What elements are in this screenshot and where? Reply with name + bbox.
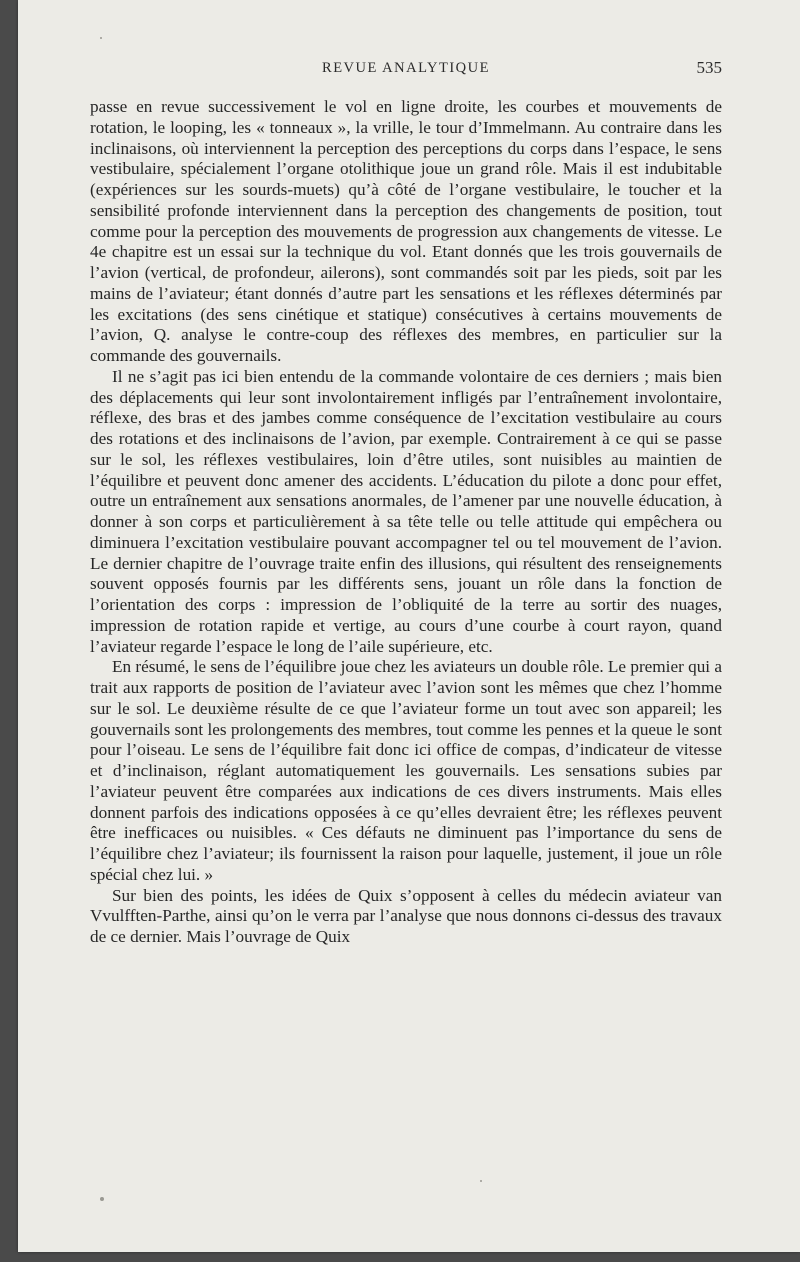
paragraph-1: passe en revue successivement le vol en ligne droite, les courbes et mouvements de rotation, le looping, les « tonneaux », la vrille, le tour d’Immelmann. Au contraire dans les inclinaisons, où interviennent la perception des perceptions du corps dans l’espace, le sens vestibulaire, spécialement l’organe otolithique joue un grand rôle. Mais il est indubitable (expériences sur les sourds-muets) qu’à côté de l’organe vestibulaire, le toucher et la sensibilité profonde interviennent dans la perception des changements de position, tout comme pour la perception des mouvements de progression aux changements de vitesse. Le 4e chapitre est un essai sur la technique du vol. Etant donnés que les trois gouvernails de l’avion (vertical, de profondeur, ailerons), sont commandés soit par les pieds, soit par les mains de l’aviateur; étant donnés d’autre part les sensations et les réflexes déterminés par les excitations (des sens cinétique et statique) consécutives à certains mouvements de l’avion, Q. analyse le contre-coup des réflexes des membres, en particulier sur la commande des gouvernails. bbox=[90, 97, 722, 365]
body-text bbox=[90, 97, 722, 948]
book-page bbox=[18, 0, 800, 1252]
paper-speck bbox=[100, 1197, 104, 1201]
paragraph-2: Il ne s’agit pas ici bien entendu de la commande volontaire de ces derniers ; mais bien des déplacements qui leur sont involontairement infligés par l’entraînement involontaire, réflexe, des bras et des jambes comme conséquence de l’excitation vestibulaire au cours des rotations et des inclinaisons de l’avion, par exemple. Contrairement à ce qui se passe sur le sol, les réflexes vestibulaires, loin d’être utiles, sont nuisibles au maintien de l’équilibre et peuvent donc amener des accidents. L’éducation du pilote a donc pour effet, outre un entraînement aux sensations anormales, de l’amener par une nouvelle éducation, à donner à son corps et particulièrement à sa tête telle ou telle attitude qui empêchera ou diminuera l’excitation vestibulaire pouvant accompagner tel ou tel mouvement de l’avion. Le dernier chapitre de l’ouvrage traite enfin des illusions, qui résultent des renseignements souvent opposés fournis par les différents sens, jouant un rôle dans la fonction de l’orientation des corps : impression de l’obliquité de la terre au sortir des nuages, impression de rotation rapide et vertige, au cours d’une courbe à court rayon, quand l’aviateur regarde l’espace le long de l’aile supérieure, etc. bbox=[90, 366, 722, 656]
paper-speck bbox=[480, 1180, 482, 1182]
paragraph-3: En résumé, le sens de l’équilibre joue chez les aviateurs un double rôle. Le premier qui a trait aux rapports de position de l’aviateur avec l’avion sont les mêmes que chez l’homme sur le sol. Le deuxième résulte de ce que l’aviateur forme un tout avec son appareil; les gouvernails sont les prolongements des membres, tout comme les pennes et la queue le sont pour l’oiseau. Le sens de l’équilibre fait donc ici office de compas, d’indicateur de vitesse et d’inclinaison, réglant automatiquement les gouvernails. Les sensations subies par l’aviateur peuvent être comparées aux indications de ces divers instruments. Mais elles donnent parfois des indications opposées à ce qu’elles devraient être; les réflexes peuvent être inefficaces ou nuisibles. « Ces défauts ne diminuent pas l’importance du sens de l’équilibre chez l’aviateur; ils fournissent la raison pour laquelle, justement, il joue un rôle spécial chez lui. » bbox=[90, 657, 722, 884]
running-title: REVUE ANALYTIQUE bbox=[322, 60, 490, 76]
paragraph-4: Sur bien des points, les idées de Quix s’opposent à celles du médecin aviateur van Vvulfften-Parthe, ainsi qu’on le verra par l’analyse que nous donnons ci-dessus des travaux de ce dernier. Mais l’ouvrage de Quix bbox=[90, 885, 722, 946]
page-number: 535 bbox=[696, 58, 722, 77]
page-header bbox=[90, 58, 722, 82]
paper-speck bbox=[100, 37, 102, 39]
